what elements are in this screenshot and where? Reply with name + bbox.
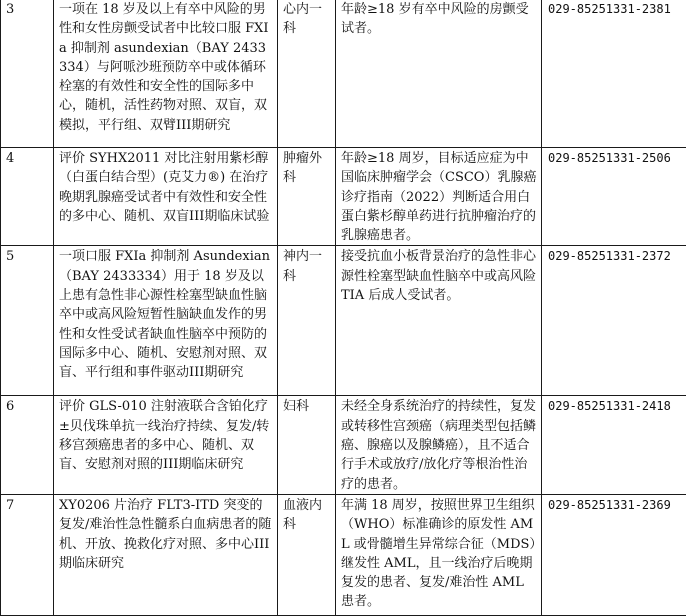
contact-phone: 029-85251331-2506 — [542, 148, 686, 246]
table-row — [1, 148, 686, 246]
contact-phone: 029-85251331-2418 — [542, 396, 686, 494]
trial-title: 评价 GLS-010 注射液联合含铂化疗±贝伐珠单抗一线治疗持续、复发/转移宫颈癌患者的多中心、随机、双盲、安慰剂对照的III期临床研究 — [54, 396, 278, 494]
inclusion-criteria: 接受抗血小板背景治疗的急性非心源性栓塞型缺血性脑卒中或高风险 TIA 后成人受试者。 — [336, 246, 542, 396]
contact-phone: 029-85251331-2381 — [542, 0, 686, 148]
contact-phone: 029-85251331-2369 — [542, 494, 686, 615]
table-row — [1, 0, 686, 148]
trial-title: 一项在 18 岁及以上有卒中风险的男性和女性房颤受试者中比较口服 FXIa 抑制剂 asundexian（BAY 2433334）与阿哌沙班预防卒中或体循环栓塞的有效性和安全性的国际多中心，随机，活性药物对照、双盲，双模拟，平行组、双臂III期研究 — [54, 0, 278, 148]
department: 血液内科 — [278, 494, 336, 615]
table-row — [1, 246, 686, 396]
trial-title: 评价 SYHX2011 对比注射用紫杉醇（白蛋白结合型）(克艾力®) 在治疗晚期乳腺癌受试者中有效性和安全性的多中心、随机、双盲III期临床试验 — [54, 148, 278, 246]
contact-phone: 029-85251331-2372 — [542, 246, 686, 396]
department: 心内一科 — [278, 0, 336, 148]
inclusion-criteria: 年龄≥18 周岁，目标适应症为中国临床肿瘤学会（CSCO）乳腺癌诊疗指南（2022）判断适合用白蛋白紫杉醇单药进行抗肿瘤治疗的乳腺癌患者。 — [336, 148, 542, 246]
trial-title: 一项口服 FXIa 抑制剂 Asundexian（BAY 2433334）用于 18 岁及以上患有急性非心源性栓塞型缺血性脑卒中或高风险短暂性脑缺血发作的男性和女性受试者缺血性脑卒中预防的国际多中心、随机、安慰剂对照、双盲、平行组和事件驱动III期研究 — [54, 246, 278, 396]
table-row — [1, 396, 686, 494]
row-number: 5 — [1, 246, 54, 396]
inclusion-criteria: 年满 18 周岁，按照世界卫生组织（WHO）标准确诊的原发性 AML 或骨髓增生异常综合征（MDS）继发性 AML，且一线治疗后晚期复发的患者、复发/难治性 AML 患者。 — [336, 494, 542, 615]
table-row — [1, 494, 686, 615]
row-number: 3 — [1, 0, 54, 148]
department: 妇科 — [278, 396, 336, 494]
inclusion-criteria: 未经全身系统治疗的持续性，复发或转移性宫颈癌（病理类型包括鳞癌、腺癌以及腺鳞癌），且不适合行手术或放疗/放化疗等根治性治疗的患者。 — [336, 396, 542, 494]
inclusion-criteria: 年龄≥18 岁有卒中风险的房颤受试者。 — [336, 0, 542, 148]
row-number: 6 — [1, 396, 54, 494]
row-number: 7 — [1, 494, 54, 615]
department: 肿瘤外科 — [278, 148, 336, 246]
trial-title: XY0206 片治疗 FLT3-ITD 突变的复发/难治性急性髓系白血病患者的随机、开放、挽救化疗对照、多中心III期临床研究 — [54, 494, 278, 615]
row-number: 4 — [1, 148, 54, 246]
department: 神内一科 — [278, 246, 336, 396]
